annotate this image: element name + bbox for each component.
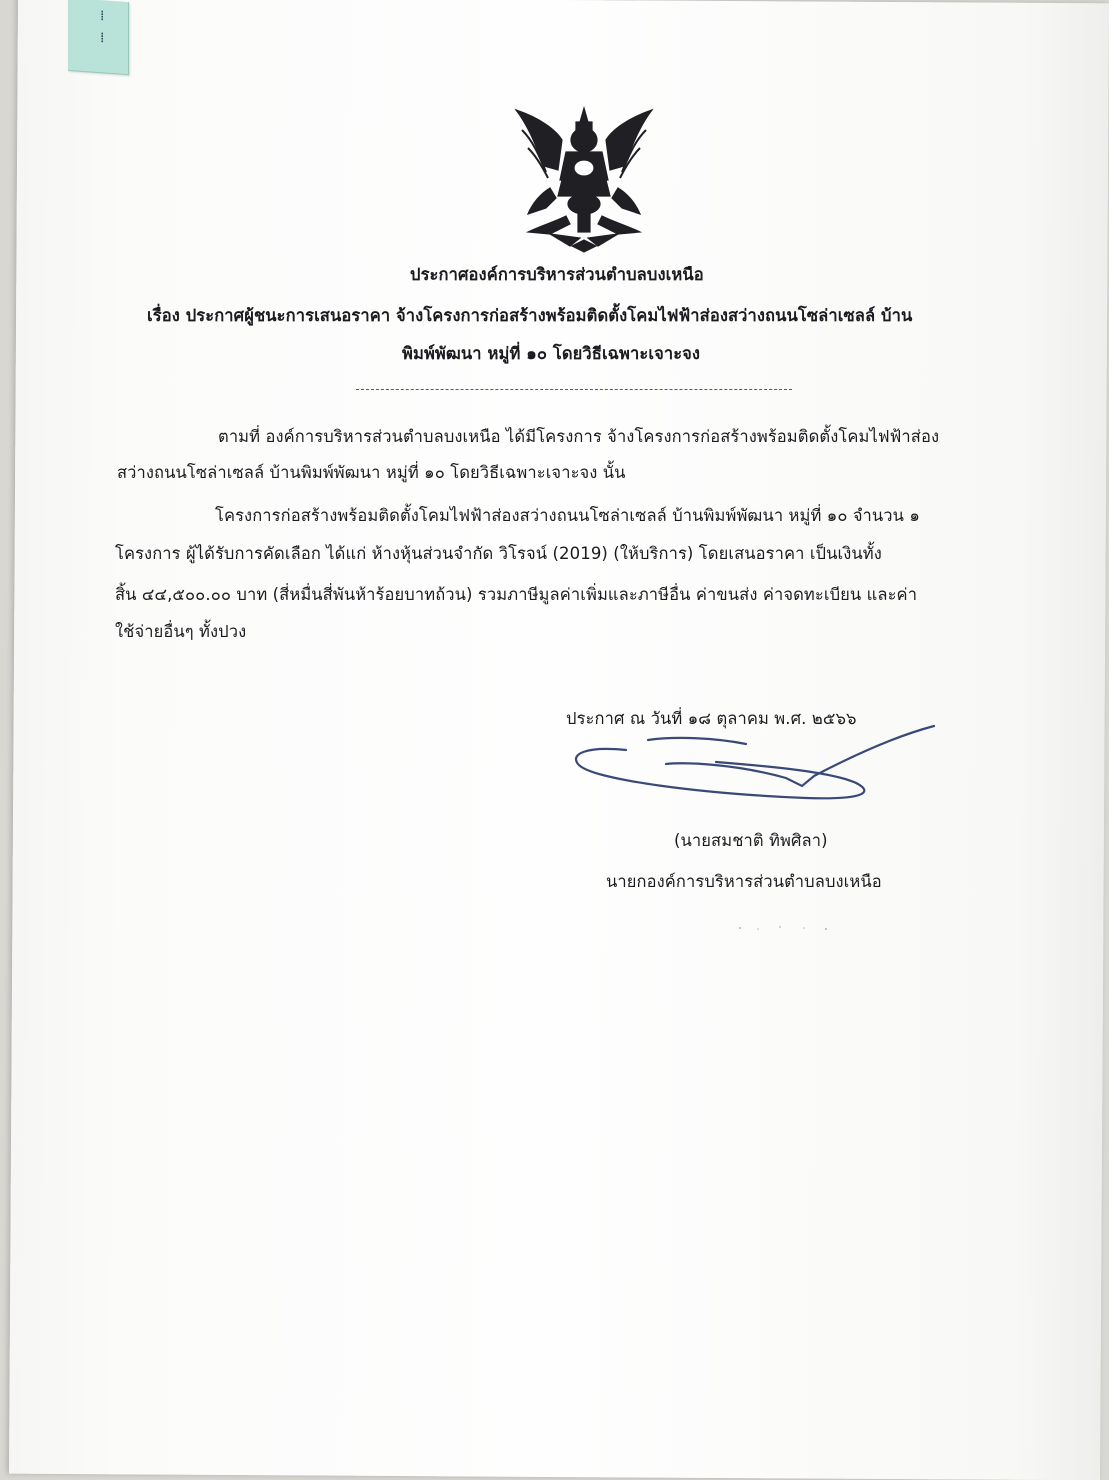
paragraph-2-line-2: โครงการ ผู้ได้รับการคัดเลือก ได้แก่ ห้างหุ้นส่วนจำกัด วิโรจน์ (2019) (ให้บริการ) โดยเสนอราคา เป็นเงินทั้ง xyxy=(115,544,882,563)
signature-scribble xyxy=(566,722,938,808)
divider-rule xyxy=(356,389,792,390)
garuda-emblem-icon xyxy=(510,100,658,254)
paragraph-2-line-3: สิ้น ๔๔,๕๐๐.๐๐ บาท (สี่หมื่นสี่พันห้าร้อยบาทถ้วน) รวมภาษีมูลค่าเพิ่มและภาษีอื่น ค่าขนส่ง ค่าจดทะเบียน และค่า xyxy=(115,585,918,604)
subject-line-1: เรื่อง ประกาศผู้ชนะการเสนอราคา จ้างโครงการก่อสร้างพร้อมติดตั้งโคมไฟฟ้าส่องสว่างถนนโซล่าเซลล์ บ้าน xyxy=(147,306,913,325)
announcement-date: ประกาศ ณ วันที่ ๑๘ ตุลาคม พ.ศ. ๒๕๖๖ xyxy=(566,709,857,728)
paragraph-1-line-1: ตามที่ องค์การบริหารส่วนตำบลบงเหนือ ได้มีโครงการ จ้างโครงการก่อสร้างพร้อมติดตั้งโคมไฟฟ้าส่อง xyxy=(218,427,940,446)
signer-name: (นายสมชาติ ทิพศิลา) xyxy=(674,831,828,850)
subject-line-2: พิมพ์พัฒนา หมู่ที่ ๑๐ โดยวิธีเฉพาะเจาะจง xyxy=(402,344,701,363)
index-tab: ⁞ ⁞ xyxy=(68,0,129,75)
issuer-heading: ประกาศองค์การบริหารส่วนตำบลบงเหนือ xyxy=(410,265,704,284)
paper-specks xyxy=(734,922,834,934)
paragraph-2-line-1: โครงการก่อสร้างพร้อมติดตั้งโคมไฟฟ้าส่องสว่างถนนโซล่าเซลล์ บ้านพิมพ์พัฒนา หมู่ที่ ๑๐ จำนวน ๑ xyxy=(215,506,920,525)
signer-title: นายกองค์การบริหารส่วนตำบลบงเหนือ xyxy=(606,872,882,891)
paragraph-1-line-2: สว่างถนนโซล่าเซลล์ บ้านพิมพ์พัฒนา หมู่ที่ ๑๐ โดยวิธีเฉพาะเจาะจง นั้น xyxy=(117,463,626,482)
paragraph-2-line-4: ใช้จ่ายอื่นๆ ทั้งปวง xyxy=(115,622,247,641)
